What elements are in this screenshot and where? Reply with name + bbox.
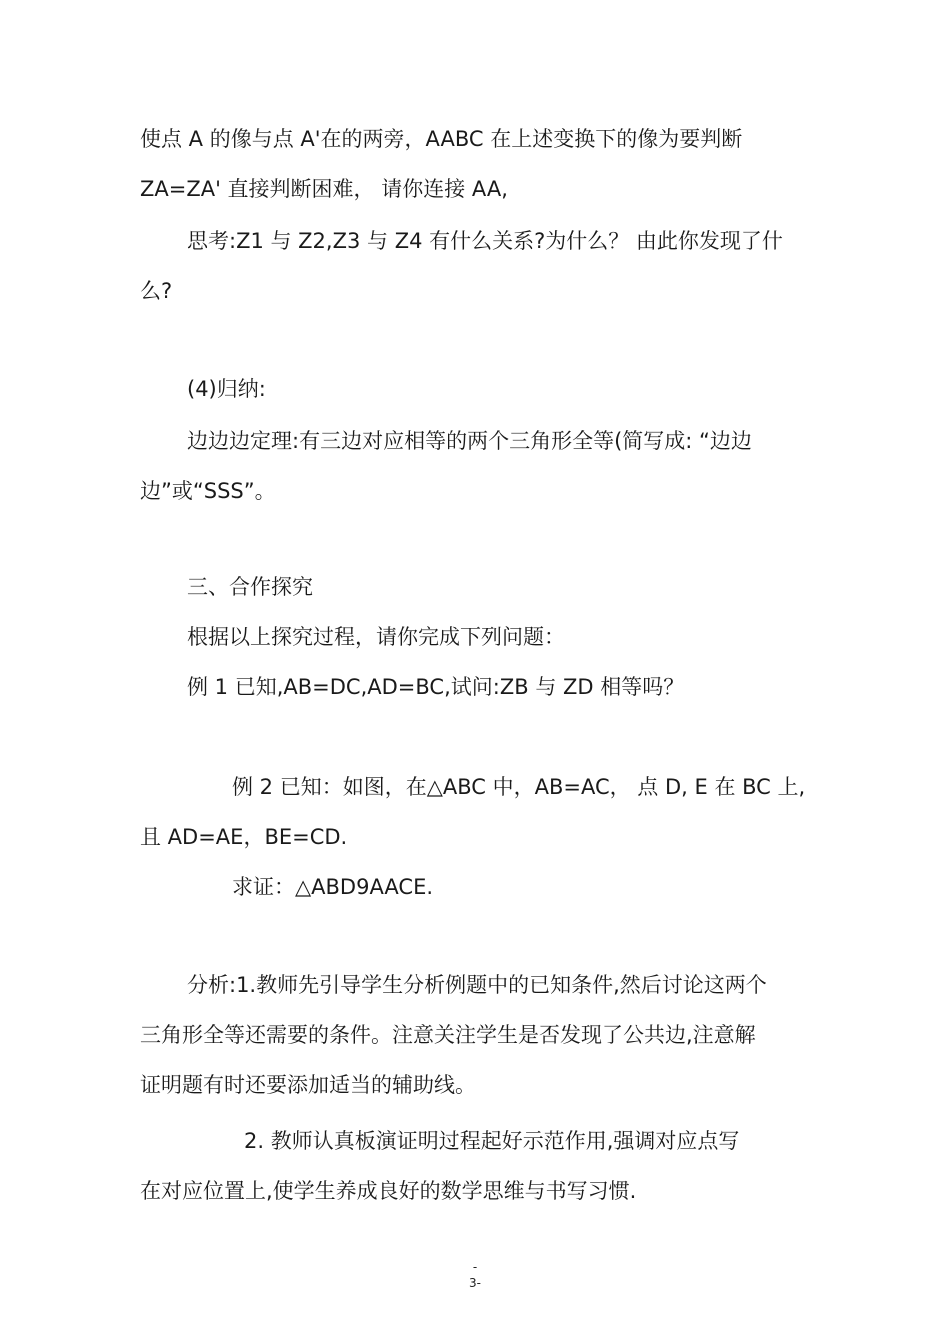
text-line-9: 根据以上探究过程，请你完成下列问题： [187,625,565,649]
text-line-7: 边”或“SSS”。 [140,479,276,503]
text-line-5: (4)归纳: [187,377,266,401]
text-line-12: 且 AD=AE，BE=CD. [140,825,348,849]
footer-dash: - [472,1260,478,1274]
example-2: 例 2 已知：如图，在△ABC 中，AB=AC， 点 D, E 在 BC 上, [232,775,806,799]
example-1: 例 1 已知,AB=DC,AD=BC,试问:ZB 与 ZD 相等吗？ [187,675,685,699]
section-heading: 三、合作探究 [187,575,313,599]
analysis-line-3: 证明题有时还要添加适当的辅助线。 [140,1073,476,1097]
analysis-line-2: 三角形全等还需要的条件。注意关注学生是否发现了公共边,注意解 [140,1023,756,1047]
text-line-1: 使点 A 的像与点 A'在的两旁，AABC 在上述变换下的像为要判断 [140,127,743,151]
text-line-6: 边边边定理:有三边对应相等的两个三角形全等(简写成: “边边 [187,429,752,453]
text-line-3: 思考:Z1 与 Z2,Z3 与 Z4 有什么关系?为什么？ 由此你发现了什 [187,229,783,253]
text-line-4: 么? [140,279,173,303]
text-line-2: ZA=ZA' 直接判断困难， 请你连接 AA, [140,177,508,201]
analysis-line-5: 在对应位置上,使学生养成良好的数学思维与书写习惯. [140,1179,637,1203]
proof-statement: 求证：△ABD9AACE. [232,875,434,899]
page-number: 3- [469,1276,481,1290]
analysis-line-4: 2. 教师认真板演证明过程起好示范作用,强调对应点写 [244,1129,740,1153]
analysis-line-1: 分析:1.教师先引导学生分析例题中的已知条件,然后讨论这两个 [187,973,767,997]
